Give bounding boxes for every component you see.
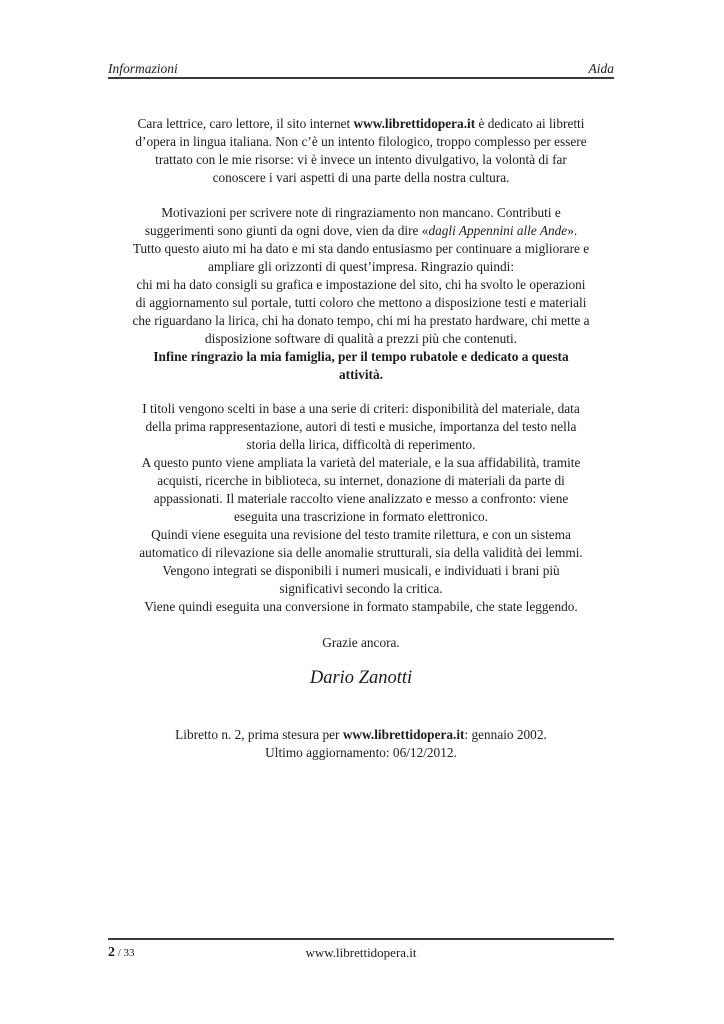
text-run: Viene quindi eseguita una conversione in formato stampabile, che state leggendo. xyxy=(144,599,578,614)
paragraph-intro xyxy=(108,115,614,187)
text-line xyxy=(142,400,580,418)
text-run: Quindi viene eseguita una revisione del testo tramite rilettura, e con un sistema xyxy=(151,527,571,542)
text-line xyxy=(136,276,585,294)
text-line xyxy=(154,490,569,508)
page-footer xyxy=(108,944,614,962)
text-line xyxy=(139,544,582,562)
page-header xyxy=(108,61,614,77)
text-line xyxy=(142,454,581,472)
text-run: www.librettidopera.it xyxy=(353,116,476,131)
text-run: suggerimenti sono giunti da ogni dove, vien da dire « xyxy=(144,223,429,238)
page-body xyxy=(108,115,614,762)
signature-name: Dario Zanotti xyxy=(309,668,413,688)
text-line xyxy=(234,508,488,526)
text-run: disposizione software di qualità a prezzi più che contenuti. xyxy=(204,331,517,346)
text-line xyxy=(279,580,442,598)
text-line xyxy=(162,562,559,580)
text-run: eseguita una trascrizione in formato elettronico. xyxy=(233,509,489,524)
text-run: Tutto questo aiuto mi ha dato e mi sta dando entusiasmo per continuare a migliorare e xyxy=(132,241,590,256)
text-run: significativi secondo la critica. xyxy=(279,581,443,596)
text-line xyxy=(157,472,565,490)
text-line xyxy=(145,222,577,240)
text-run: Cara lettrice, caro lettore, il sito internet xyxy=(137,116,354,131)
text-line xyxy=(146,418,577,436)
text-run: attività. xyxy=(339,367,383,382)
text-run: dagli Appennini alle Ande xyxy=(428,223,568,238)
text-line xyxy=(151,526,571,544)
text-line xyxy=(133,240,589,258)
text-line xyxy=(175,726,547,744)
footer-rule xyxy=(108,938,614,940)
header-section-title: Informazioni xyxy=(108,61,178,76)
text-run: : gennaio 2002. xyxy=(464,727,547,742)
text-line xyxy=(246,436,475,454)
paragraph-edition xyxy=(108,726,614,762)
text-run: è dedicato ai libretti xyxy=(475,116,585,131)
text-run: automatico di rilevazione sia delle anomalie strutturali, sia della validità dei lemmi. xyxy=(139,545,583,560)
text-line xyxy=(339,366,383,384)
text-line xyxy=(138,115,585,133)
text-run: Vengono integrati se disponibili i numeri musicali, e individuati i brani più xyxy=(162,563,560,578)
text-run: conoscere i vari aspetti di una parte della nostra cultura. xyxy=(212,170,510,185)
text-run: www.librettidopera.it xyxy=(342,727,465,742)
text-line xyxy=(155,151,567,169)
text-line xyxy=(144,598,577,616)
text-run: che riguardano la lirica, chi ha donato tempo, chi mi ha prestato hardware, chi mette a xyxy=(132,313,590,328)
text-run: A questo punto viene ampliata la varietà del materiale, e la sua affidabilità, tramite xyxy=(141,455,581,470)
text-run: acquisti, ricerche in biblioteca, su internet, donazione di materiali da parte di xyxy=(157,473,565,488)
text-run: appassionati. Il materiale raccolto viene analizzato e messo a confronto: viene xyxy=(153,491,569,506)
footer-site-text: www.librettidopera.it xyxy=(305,945,417,960)
text-run: Motivazioni per scrivere note di ringraziamento non mancano. Contributi e xyxy=(161,205,561,220)
paragraph-method xyxy=(108,400,614,616)
text-run: ». xyxy=(567,223,578,238)
paragraph-acknowledgements xyxy=(108,204,614,384)
closing-line: Grazie ancora. xyxy=(322,635,400,650)
text-line xyxy=(205,330,517,348)
text-run: Ultimo aggiornamento: 06/12/2012. xyxy=(265,745,457,760)
text-line xyxy=(132,312,589,330)
text-run: della prima rappresentazione, autori di testi e musiche, importanza del testo nella xyxy=(145,419,577,434)
header-rule xyxy=(108,77,614,79)
text-line xyxy=(153,348,568,366)
text-line xyxy=(213,169,510,187)
text-line xyxy=(265,744,457,762)
text-run: Libretto n. 2, prima stesura per xyxy=(175,727,343,742)
text-line xyxy=(208,258,514,276)
text-run: Infine ringrazio la mia famiglia, per il tempo rubatole e dedicato a questa xyxy=(153,349,569,364)
header-opera-title: Aida xyxy=(588,61,614,76)
page-number-total: / 33 xyxy=(115,947,135,959)
text-line xyxy=(135,133,586,151)
text-run: trattato con le mie risorse: vi è invece un intento divulgativo, la volontà di far xyxy=(155,152,567,167)
text-run: di aggiornamento sul portale, tutti coloro che mettono a disposizione testi e materiali xyxy=(135,295,587,310)
text-line xyxy=(136,294,587,312)
text-run: chi mi ha dato consigli su grafica e impostazione del sito, chi ha svolto le operazioni xyxy=(136,277,586,292)
page-number-current: 2 xyxy=(108,945,115,960)
text-run: ampliare gli orizzonti di quest’impresa. Ringrazio quindi: xyxy=(207,259,515,274)
text-run: d’opera in lingua italiana. Non c’è un intento filologico, troppo complesso per essere xyxy=(135,134,587,149)
text-run: storia della lirica, difficoltà di reperimento. xyxy=(246,437,476,452)
text-run: I titoli vengono scelti in base a una serie di criteri: disponibilità del materiale, data xyxy=(142,401,580,416)
text-line xyxy=(161,204,561,222)
